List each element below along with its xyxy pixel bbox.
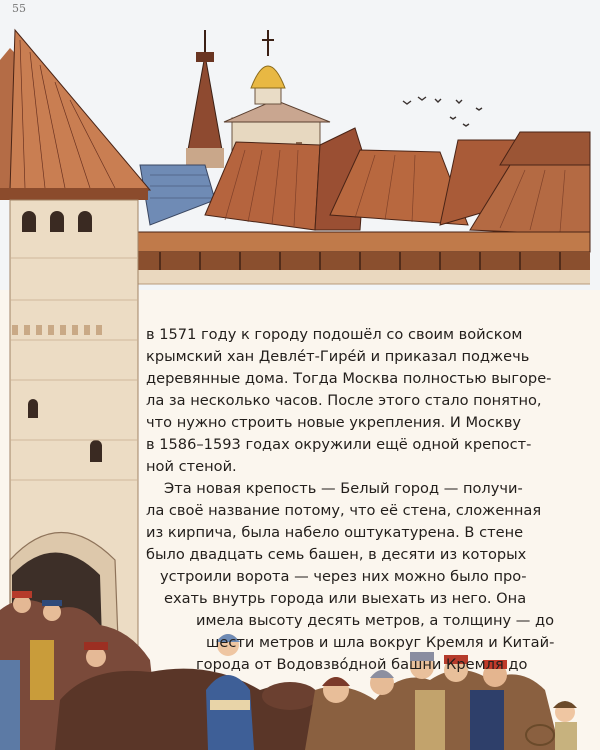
- text-line: в 1571 году к городу подошёл со своим войском: [146, 326, 523, 343]
- text-line: ла своё название потому, что её стена, сложенная: [146, 502, 542, 519]
- text-line: крымский хан Девле́т-Гире́й и приказал поджечь: [146, 348, 530, 365]
- text-line: имела высоту десять метров, а толщину — до: [196, 612, 555, 629]
- text-line: в 1586–1593 годах окружили ещё одной крепост-: [146, 436, 532, 453]
- text-line: устроили ворота — через них можно было про-: [160, 568, 527, 585]
- text-line: что нужно строить новые укрепления. И Москву: [146, 414, 522, 431]
- text-line: из кирпича, была набело оштукатурена. В стене: [146, 524, 524, 541]
- text-line: ной стеной.: [146, 458, 237, 475]
- text-line: было двадцать семь башен, в десяти из которых: [146, 546, 527, 563]
- page-number: 55: [12, 2, 26, 15]
- text-line: шести метров и шла вокруг Кремля и Китай-: [206, 634, 555, 651]
- text-line: Эта новая крепость — Белый город — получи-: [164, 480, 523, 497]
- text-line: деревянные дома. Тогда Москва полностью выгоре-: [146, 370, 552, 387]
- text-line: ехать внутрь города или выехать из него. Она: [164, 590, 527, 607]
- text-line: города от Водовзво́дной башни Кремля до: [196, 656, 528, 673]
- text-line: ла за несколько часов. После этого стало понятно,: [146, 392, 542, 409]
